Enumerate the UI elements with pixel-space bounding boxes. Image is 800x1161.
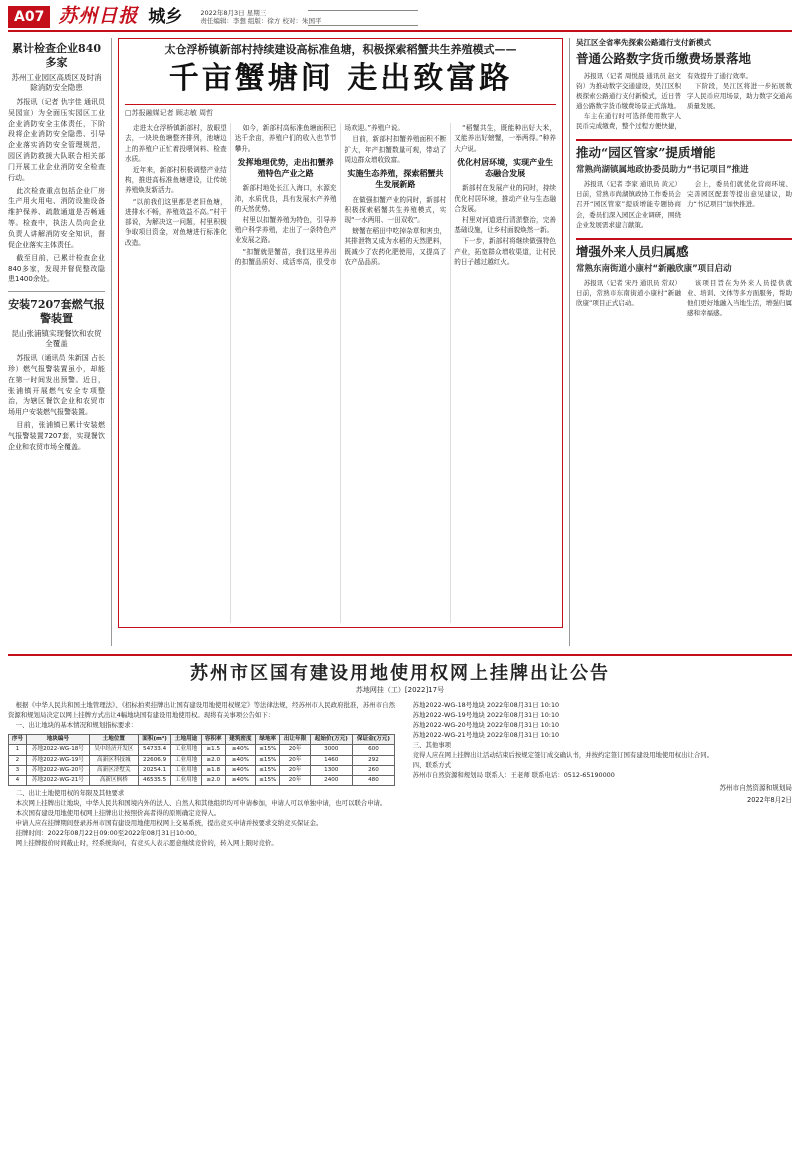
feature-paragraph: “稻蟹共生，既能种出好大米，又能养出好螃蟹，一举两得。”种养大户说。	[454, 124, 556, 153]
table-cell: 292	[352, 755, 394, 765]
notice-date: 2022年8月2日	[747, 795, 792, 804]
notice-paragraph: 挂牌时间：2022年08月22日09:00至2022年08月31日10:00。	[15, 829, 201, 838]
table-cell: 苏地2022-WG-20号	[26, 765, 89, 775]
table-cell: 20年	[280, 745, 310, 755]
table-cell: 1300	[310, 765, 352, 775]
section-name: 城乡	[148, 6, 183, 27]
article-paragraph: 车主在通行时可选择使用数字人民币完成缴费，整个过程方便快捷，有效提升了通行效率。	[576, 71, 752, 130]
table-cell: 1	[9, 745, 27, 755]
table-cell: 吴中经济开发区	[89, 745, 138, 755]
divider	[576, 139, 792, 141]
feature-paragraph: 村里对河道进行清淤整治，完善基础设施，让乡村面貌焕然一新。	[454, 216, 556, 235]
notice-paragraph: 本次网上挂牌出让地块，中华人民共和国境内外的法人、自然人和其他组织均可申请参加，申请人可以单独申请，也可以联合申请。	[15, 799, 387, 808]
notice-paragraph: 三、其他事项	[412, 740, 452, 749]
issue-date: 2022年8月3日 星期三	[200, 8, 267, 17]
article-kicker: 吴江区全省率先探索公路通行支付新模式	[576, 38, 711, 47]
table-cell: ≥1.8	[201, 765, 225, 775]
table-header-cell: 容积率	[201, 735, 225, 745]
paper-logo: 苏州日报	[58, 5, 139, 28]
feature-paragraph: 如今，新部村高标准鱼塘面积已达千余亩，养殖户们的收入也节节攀升。	[234, 124, 337, 153]
table-row	[9, 745, 395, 755]
dateline	[200, 9, 321, 26]
table-cell: 2400	[310, 776, 352, 786]
table-header-cell: 保证金(万元)	[352, 735, 394, 745]
table-cell: 20年	[280, 776, 310, 786]
article-subtitle: 常熟东南街道小康村“新融欣康”项目启动	[576, 263, 732, 274]
table-header-cell: 土地用途	[171, 735, 201, 745]
table-cell: 480	[352, 776, 394, 786]
table-cell: 1460	[310, 755, 352, 765]
notice-paragraph: 苏州市自然资源和规划局 联系人：王老师 联系电话：0512-65190000	[412, 770, 615, 779]
table-row	[9, 776, 395, 786]
feature-subhead: 优化村居环境，实现产业生态融合发展	[457, 157, 554, 178]
feature-column	[112, 38, 570, 646]
notice-paragraph: 苏地2022-WG-19号地块 2022年08月31日 10:10	[412, 711, 560, 720]
table-header-cell: 地块编号	[26, 735, 89, 745]
notice-right-column	[405, 701, 792, 849]
feature-article	[118, 38, 563, 628]
table-cell: 2	[9, 755, 27, 765]
notice-paragraph: 苏地2022-WG-18号地块 2022年08月31日 10:10	[412, 701, 560, 710]
table-cell: 20254.1	[138, 765, 171, 775]
feature-paragraph: 近年来，新部村积极调整产业结构，推进高标准鱼塘建设，让传统养殖焕发新活力。	[125, 166, 227, 195]
article-title: 累计检查企业840多家	[12, 42, 101, 70]
article-subtitle: 昆山张浦镇实现餐饮和农贸全覆盖	[11, 328, 102, 348]
article-title: 普通公路数字货币缴费场景落地	[576, 50, 752, 66]
table-header-cell: 土地位置	[89, 735, 138, 745]
table-cell: 4	[9, 776, 27, 786]
notice-paragraph: 四、联系方式	[412, 760, 452, 769]
table-cell: ≥40%	[225, 765, 255, 775]
article-paragraph: 苏报讯（记者 李家 通讯员 黄元）日前，常熟市尚湖镇政协工作委员会召开“园区管家”提质增能专题协商会，委员们深入园区企业调研，围绕企业发展需求建言献策。	[576, 180, 681, 229]
table-row	[9, 765, 395, 775]
article-paragraph: 苏报讯（通讯员 朱新国 占长珍）燃气报警装置虽小，却能在第一时间发出预警。近日，张浦镇开展燃气安全专项整治，为辖区餐饮企业和农贸市场用户安装燃气报警装置。	[8, 354, 105, 417]
table-cell: 600	[352, 745, 394, 755]
divider	[576, 238, 792, 240]
notice-number: 苏地网挂（工）[2022]17号	[355, 686, 445, 695]
feature-paragraph: 目前，新部村扣蟹养殖面积不断扩大，年产扣蟹数量可观，带动了周边群众增收致富。	[344, 135, 447, 164]
article-paragraph: 此次检查重点包括企业厂房生产用火用电、消防设施设备维护保养、疏散通道是否畅通等。检查中，执法人员向企业负责人讲解消防安全知识，督促企业落实主体责任。	[8, 186, 105, 249]
article-subtitle: 常熟尚湖镇属地政协委员助力“书记项目”推进	[576, 164, 749, 175]
notice-left-column	[8, 701, 395, 849]
feature-paragraph: “以前我们这里都是老旧鱼塘，进排水不畅，养殖效益不高。”村干部说，为解决这一问题，村里积极争取项目资金，对鱼塘进行标准化改造。	[125, 197, 227, 247]
table-cell: 54733.4	[138, 745, 171, 755]
table-cell: ≥2.0	[201, 776, 225, 786]
feature-kicker: 太仓浮桥镇新部村持续建设高标准鱼塘，积极探索稻蟹共生养殖模式——	[164, 43, 517, 56]
table-cell: 苏地2022-WG-19号	[26, 755, 89, 765]
feature-body	[125, 123, 556, 623]
top-section	[8, 38, 792, 646]
table-cell: 22606.9	[138, 755, 171, 765]
article-subtitle: 苏州工业园区高质区及时消除消防安全隐患	[11, 72, 102, 92]
table-cell: ≤15%	[256, 755, 280, 765]
table-header-cell: 序号	[9, 735, 27, 745]
feature-subhead: 发挥地理优势，走出扣蟹养殖特色产业之路	[237, 157, 334, 178]
table-cell: ≥40%	[225, 745, 255, 755]
page-number: A07	[8, 6, 50, 28]
table-header-cell: 绿地率	[256, 735, 280, 745]
article-paragraph: 苏报讯（记者 周悦晨 通讯员 赵文钧）为推动数字交通建设，吴江区积极探索公路通行支付新模式，近日普通公路数字货币缴费场景正式落地。	[576, 71, 681, 110]
table-cell: 苏地2022-WG-18号	[26, 745, 89, 755]
table-cell: 20年	[280, 765, 310, 775]
article-title: 安装7207套燃气报警装置	[8, 298, 105, 326]
table-cell: 高新区浒墅关	[89, 765, 138, 775]
article-body	[576, 71, 792, 131]
table-cell: ≤15%	[256, 776, 280, 786]
table-row	[9, 755, 395, 765]
article-title: 推动“园区管家”提质增能	[576, 145, 716, 160]
feature-paragraph: 走进太仓浮桥镇新部村，放眼望去，一块块鱼塘整齐排列，池塘边上的养殖户正忙着投喂饲料、检查水质。	[125, 124, 227, 163]
table-cell: ≥40%	[225, 755, 255, 765]
masthead	[8, 4, 792, 32]
article-paragraph: 会上，委员们就优化营商环境、完善园区配套等提出意见建议，助力“书记项目”加快推进。	[687, 180, 792, 209]
table-header-cell: 建筑密度	[225, 735, 255, 745]
feature-paragraph: 螃蟹在稻田中吃掉杂草和害虫，其排泄物又成为水稻的天然肥料，既减少了农药化肥使用，又提高了农产品品质。	[344, 227, 447, 266]
table-header-cell: 面积(m²)	[138, 735, 171, 745]
table-cell: 46535.5	[138, 776, 171, 786]
feature-paragraph: 村里以扣蟹养殖为特色，引导养殖户科学养殖，走出了一条特色产业发展之路。	[234, 216, 337, 245]
article-paragraph: 下阶段，吴江区将进一步拓展数字人民币应用场景，助力数字交通高质量发展。	[687, 81, 792, 110]
table-header-row	[9, 735, 395, 745]
notice-paragraph: 苏地2022-WG-21号地块 2022年08月31日 10:10	[412, 731, 560, 739]
notice-signature: 苏州市自然资源和规划局	[719, 783, 792, 792]
article-paragraph: 截至目前，已累计检查企业840多家，发现并督促整改隐患1400余处。	[8, 253, 105, 284]
masthead-stripe-decoration	[308, 10, 418, 26]
article-paragraph: 目前，张浦镇已累计安装燃气报警装置7207套，实现餐饮企业和农贸市场全覆盖。	[8, 421, 105, 451]
notice-section-heading: 一、出让地块的基本情况和规划指标要求：	[15, 721, 138, 730]
article-paragraph: 该项目旨在为外来人员提供就业、培训、文体等多方面服务，帮助他们更好地融入当地生活，增强归属感和幸福感。	[687, 279, 792, 318]
table-cell: 高新区枫桥	[89, 776, 138, 786]
notice-paragraph: 网上挂牌报价时间截止时，经系统询问，有竞买人表示愿意继续竞价的，转入网上限时竞价。	[15, 838, 278, 847]
feature-subhead: 实施生态养殖，探索稻蟹共生发展新路	[347, 169, 444, 189]
left-column	[8, 38, 112, 646]
feature-paragraph: “扣蟹就是蟹苗，我们这里养出的扣蟹品质好、成活率高，很受市场欢迎。”养殖户说。	[234, 124, 404, 266]
table-cell: 20年	[280, 755, 310, 765]
table-header-cell: 起始价(万元)	[310, 735, 352, 745]
land-notice	[8, 654, 792, 849]
article-body	[576, 179, 792, 229]
feature-headline: 千亩蟹塘间 走出致富路	[168, 61, 513, 97]
table-cell: 苏地2022-WG-21号	[26, 776, 89, 786]
table-cell: ≥40%	[225, 776, 255, 786]
table-cell: 工业用地	[171, 776, 201, 786]
article-title: 增强外来人员归属感	[576, 243, 689, 259]
table-cell: 260	[352, 765, 394, 775]
notice-paragraph: 申请人应在挂牌期间登录苏州市国有建设用地使用权网上交易系统，提出竞买申请并按要求交纳竞买保证金。	[15, 819, 323, 828]
notice-paragraph: 苏地2022-WG-20号地块 2022年08月31日 10:10	[412, 721, 560, 730]
table-cell: 工业用地	[171, 755, 201, 765]
table-cell: 工业用地	[171, 745, 201, 755]
land-lots-table	[8, 734, 395, 786]
notice-body	[8, 701, 792, 849]
notice-section-heading: 二、出让土地使用权的年限及其他要求	[15, 789, 125, 798]
notice-title: 苏州市区国有建设用地使用权网上挂牌出让公告	[190, 663, 610, 684]
table-header-cell: 出让年限	[280, 735, 310, 745]
table-cell: ≥1.5	[201, 745, 225, 755]
feature-paragraph: 在做强扣蟹产业的同时，新部村积极探索稻蟹共生养殖模式，实现“一水两用、一田双收”。	[344, 195, 447, 225]
notice-paragraph: 竞得人应在网上挂牌出让活动结束后按规定签订成交确认书，并按约定签订国有建设用地使用权出让合同。	[412, 750, 714, 759]
table-cell: 3000	[310, 745, 352, 755]
feature-byline: □苏报融媒记者 顾志敏 周哲	[125, 104, 556, 119]
table-cell: 3	[9, 765, 27, 775]
notice-paragraph: 根据《中华人民共和国土地管理法》、《招标拍卖挂牌出让国有建设用地使用权规定》等法律法规，经苏州市人民政府批准，苏州市自然资源和规划局决定以网上挂牌方式出让4幅地块国有建设用地使用权。现将有关事项公告如下：	[8, 701, 395, 720]
table-cell: ≤15%	[256, 745, 280, 755]
table-cell: 工业用地	[171, 765, 201, 775]
feature-paragraph: 新部村在发展产业的同时，持续优化村居环境，推动产业与生态融合发展。	[454, 184, 556, 213]
article-paragraph: 苏报讯（记者 仇宇佳 通讯员 吴园宣）为全面压实园区工业企业消防安全主体责任，下阶段将企业消防安全隐患、引导企业落实消防安全管理规范，园区消防救援大队联合相关部门开展工业企业消防安全检查行动。	[8, 97, 105, 182]
article-body	[576, 278, 792, 318]
feature-paragraph: 新部村地处长江入海口，水源充沛，水质优良，具有发展水产养殖的天然优势。	[234, 184, 337, 213]
article-paragraph: 苏报讯（记者 宋丹 通讯员 常双）日前，常熟市东南街道小康村“新融欣康”项目正式启动。	[576, 279, 681, 308]
feature-paragraph: 下一步，新部村将继续做强特色产业，拓宽群众增收渠道，让村民的日子越过越红火。	[454, 237, 556, 266]
editor-credits: 责任编辑：李想 组版：徐方 校对：朱国平	[200, 17, 322, 25]
table-cell: ≤15%	[256, 765, 280, 775]
table-cell: ≥2.0	[201, 755, 225, 765]
divider	[8, 291, 105, 292]
notice-paragraph: 本次国有建设用地使用权网上挂牌出让按照价高者得的原则确定竞得人。	[15, 809, 221, 818]
table-cell: 高新区科技城	[89, 755, 138, 765]
right-column	[570, 38, 792, 646]
